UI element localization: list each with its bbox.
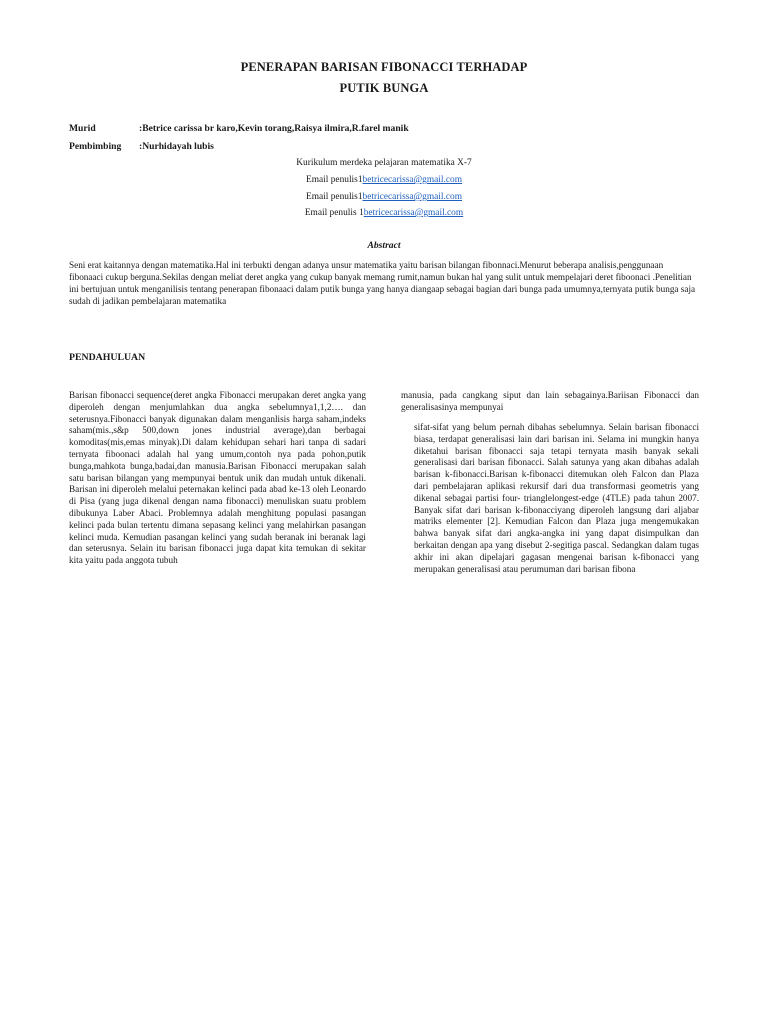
- paper-title-line-1: PENERAPAN BARISAN FIBONACCI TERHADAP: [240, 60, 528, 74]
- kurikulum-line: Kurikulum merdeka pelajaran matematika X-7: [296, 158, 472, 168]
- email-2-link[interactable]: betricecarissa@gmail.com: [362, 192, 462, 202]
- email-1-label: Email penulis1: [306, 175, 363, 185]
- right-column-paragraph-a: manusia, pada cangkang siput dan lain sebagainya.Bariisan Fibonacci dan generalisasinya mempunyai: [401, 390, 699, 412]
- murid-value: :Betrice carissa br karo,Kevin torang,Raisya ilmira,R.farel manik: [139, 123, 409, 134]
- email-3-label: Email penulis 1: [304, 208, 364, 218]
- pembimbing-value: :Nurhidayah lubis: [139, 141, 214, 152]
- email-2-label: Email penulis1: [306, 192, 363, 202]
- email-line-2: [0, 192, 768, 202]
- right-column-paragraph-b: sifat-sifat yang belum pernah dibahas sebelumnya. Selain barisan fibonacci biasa, terdapat generalisasi lain dari barisan ini. Selama ini mungkin hanya diketahui barisan fibonacci saja tetapi ternyata masih banyak sekali generalisasi dari barisan fibonacci. Salah satunya yang akan dibahas adalah barisan k-fibonacci.Barisan k-fibonacci ditemukan oleh Falcon dan Plaza dari pembelajaran aplikasi rekursif dari dua transformasi geometris yang dikenal sebagai partisi four- trianglelongest-edge (4TLE) pada tahun 2007. Banyak sifat dari barisan k-fibonacciyang diperoleh langsung dari aljabar matriks elementer [2]. Kemudian Falcon dan Plaza juga mengemukakan bahwa banyak sifat dari angka-angka ini yang dapat disimpulkan dan berkaitan dengan apa yang disebut 2-segitiga pascal. Sedangkan dalam tugas akhir ini akan dipelajari gagasan mengenai barisan k-fibonacci yang merupakan generalisasi atau perumuman dari barisan fibona: [414, 422, 699, 574]
- left-column-paragraph: Barisan fibonacci sequence(deret angka Fibonacci merupakan deret angka yang diperoleh dengan menjumlahkan dua angka sebelumnya1,1,2…. dan seterusnya.Fibonacci banyak digunakan dalam menganlisis harga saham,indeks saham(mis.,s&p 500,down jones industrial average),dan berbagai komoditas(mis,emas minyak).Di dalam kehidupan sehari hari tanpa di sadari ternyata fiboonaci adalah hal yang umum,contoh nya pada pohon,putik bunga,mahkota bunga,badai,dan manusia.Barisan Fibonacci merupakan salah satu barisan bilangan yang mempunyai bentuk unik dan mudah untuk dikenali. Barisan ini diperoleh melalui peternakan kelinci pada abad ke-13 oleh Leonardo di Pisa (yang juga dikenal dengan nama fibonacci) menuliskan suatu problem dibukunya Laber Abaci. Problemnya adalah menghitung populasi pasangan kelinci pada bulan tertentu dimana sepasang kelinci yang melahirkan pasangan kelinci muda. Kemudian pasangan kelinci yang sudah beranak ini beranak lagi dan seterusnya. Selain itu barisan fibonacci juga dapat kita temukan di sekitar kita yaitu pada anggota tubuh: [69, 390, 366, 566]
- murid-label: Murid: [69, 123, 96, 134]
- email-line-1: [0, 175, 768, 185]
- section-heading-pendahuluan: PENDAHULUAN: [69, 352, 146, 363]
- pembimbing-label: Pembimbing: [69, 141, 122, 152]
- email-3-link[interactable]: betricecarissa@gmail.com: [363, 208, 464, 218]
- abstract-text: Seni erat kaitannya dengan matematika.Hal ini terbukti dengan adanya unsur matematika yaitu barisan bilangan fibonnaci.Menurut beberapa analisis,penggunaan fibonaaci cukup berguna.Sekilas dengan meliat deret angka yang cukup banyak memang rumit,namun bukan hal yang sulit untuk mempelajari deret fiboonaci .Penelitian ini bertujuan untuk menganilisis tentang penerapan fibonaaci dalam putik bunga yang hanya diangaap sebagai bagian dari bunga pada umumnya,ternyata putik bunga saja sudah di jadikan pembelajaran matematika: [69, 260, 696, 306]
- email-1-link[interactable]: betricecarissa@gmail.com: [362, 175, 462, 185]
- pembimbing-row: [69, 141, 214, 152]
- abstract-heading: Abstract: [367, 240, 401, 251]
- murid-row: [69, 123, 409, 134]
- paper-title-line-2: PUTIK BUNGA: [339, 81, 429, 95]
- email-line-3: [0, 208, 768, 218]
